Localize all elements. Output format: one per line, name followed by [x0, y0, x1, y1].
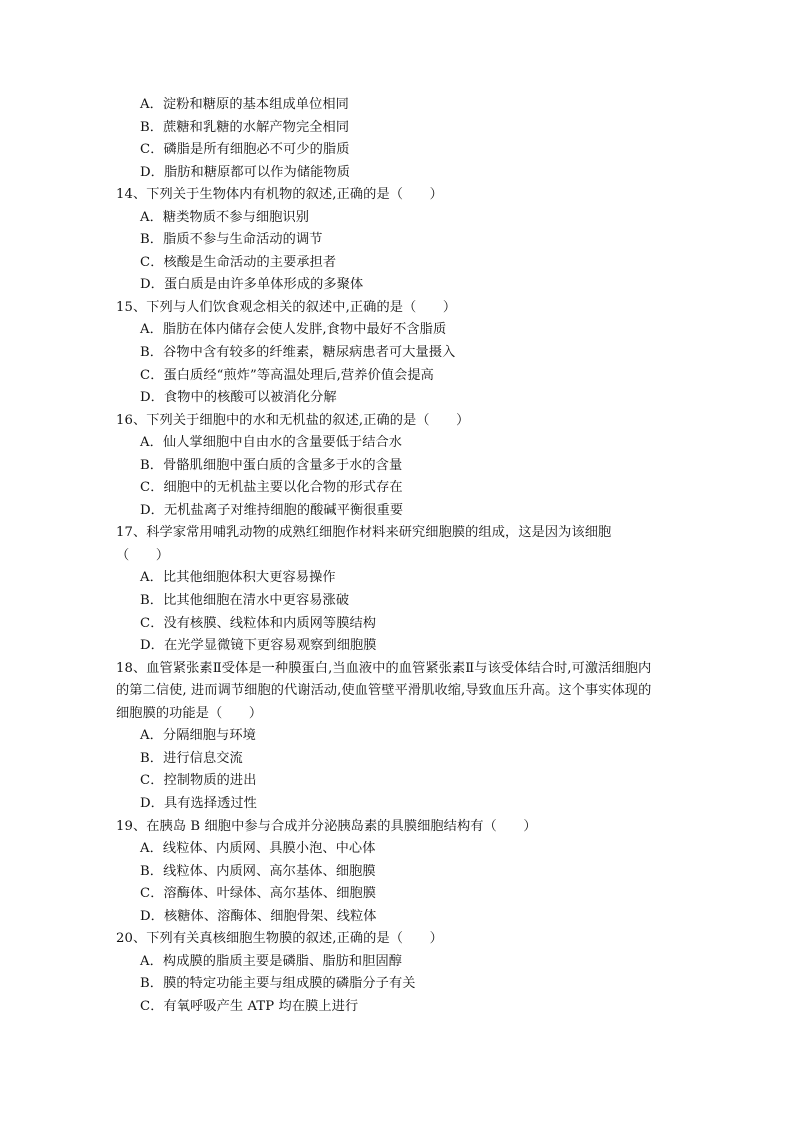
q19-option-c: C．溶酶体、叶绿体、高尔基体、细胞膜 — [140, 886, 377, 902]
q18-stem-line-2: 的第二信使, 进而调节细胞的代谢活动,使血管壁平滑肌收缩,导致血压升高。这个事实体现的 — [116, 683, 652, 699]
q16-option-b: B．骨骼肌细胞中蛋白质的含量多于水的含量 — [140, 457, 403, 473]
q15-option-d: D．食物中的核酸可以被消化分解 — [140, 390, 337, 406]
q18-option-d: D．具有选择透过性 — [140, 795, 257, 811]
q20-stem: 20、下列有关真核细胞生物膜的叙述,正确的是（ ） — [116, 931, 443, 947]
q14-stem: 14、下列关于生物体内有机物的叙述,正确的是（ ） — [116, 187, 443, 203]
q18-stem-line-1: 18、血管紧张素Ⅱ受体是一种膜蛋白,当血液中的血管紧张素Ⅱ与该受体结合时,可激活细胞内 — [116, 660, 652, 676]
question-list — [116, 94, 682, 1018]
q15-option-c: C．蛋白质经“煎炸”等高温处理后,营养价值会提高 — [140, 367, 434, 383]
q20-option-c: C．有氧呼吸产生 ATP 均在膜上进行 — [140, 998, 359, 1014]
q16-option-d: D．无机盐离子对维持细胞的酸碱平衡很重要 — [140, 502, 404, 518]
q17-option-b: B．比其他细胞在清水中更容易涨破 — [140, 593, 350, 609]
q18-option-a: A．分隔细胞与环境 — [140, 728, 256, 744]
q14-option-a: A．糖类物质不参与细胞识别 — [140, 209, 310, 225]
q18-option-c: C．控制物质的进出 — [140, 773, 257, 789]
q16-stem: 16、下列关于细胞中的水和无机盐的叙述,正确的是（ ） — [116, 412, 470, 428]
q14-option-c: C．核酸是生命活动的主要承担者 — [140, 254, 337, 270]
q19-option-b: B．线粒体、内质网、高尔基体、细胞膜 — [140, 863, 376, 879]
q17-option-d: D．在光学显微镜下更容易观察到细胞膜 — [140, 638, 377, 654]
q19-stem: 19、在胰岛 B 细胞中参与合成并分泌胰岛素的具膜细胞结构有（ ） — [116, 818, 537, 834]
q18-option-b: B．进行信息交流 — [140, 750, 243, 766]
q14-option-b: B．脂质不参与生命活动的调节 — [140, 232, 323, 248]
q16-option-c: C．细胞中的无机盐主要以化合物的形式存在 — [140, 480, 403, 496]
q19-option-d: D．核糖体、溶酶体、细胞骨架、线粒体 — [140, 908, 377, 924]
q14-option-d: D．蛋白质是由许多单体形成的多聚体 — [140, 277, 364, 293]
q13-option-a: A．淀粉和糖原的基本组成单位相同 — [140, 97, 349, 112]
q13-option-b: B．蔗糖和乳糖的水解产物完全相同 — [140, 119, 350, 135]
q15-stem: 15、下列与人们饮食观念相关的叙述中,正确的是（ ） — [116, 299, 457, 315]
q16-option-a: A．仙人掌细胞中自由水的含量要低于结合水 — [140, 435, 403, 451]
q17-stem-line-1: 17、科学家常用哺乳动物的成熟红细胞作材料来研究细胞膜的组成，这是因为该细胞 — [116, 525, 612, 541]
q15-option-a: A．脂肪在体内储存会使人发胖,食物中最好不含脂质 — [140, 322, 447, 338]
q17-option-c: C．没有核膜、线粒体和内质网等膜结构 — [140, 615, 377, 631]
q20-option-a: A．构成膜的脂质主要是磷脂、脂肪和胆固醇 — [140, 953, 403, 969]
q13-option-c: C．磷脂是所有细胞必不可少的脂质 — [140, 142, 350, 158]
q15-option-b: B．谷物中含有较多的纤维素，糖尿病患者可大量摄入 — [140, 345, 456, 361]
q20-option-b: B．膜的特定功能主要与组成膜的磷脂分子有关 — [140, 976, 416, 992]
q19-option-a: A．线粒体、内质网、具膜小泡、中心体 — [140, 841, 376, 857]
q17-stem-line-2: （ ） — [116, 547, 170, 563]
q17-option-a: A．比其他细胞体积大更容易操作 — [140, 570, 336, 586]
q18-stem-line-3: 细胞膜的功能是（ ） — [116, 705, 263, 721]
q13-option-d: D．脂肪和糖原都可以作为储能物质 — [140, 164, 350, 180]
